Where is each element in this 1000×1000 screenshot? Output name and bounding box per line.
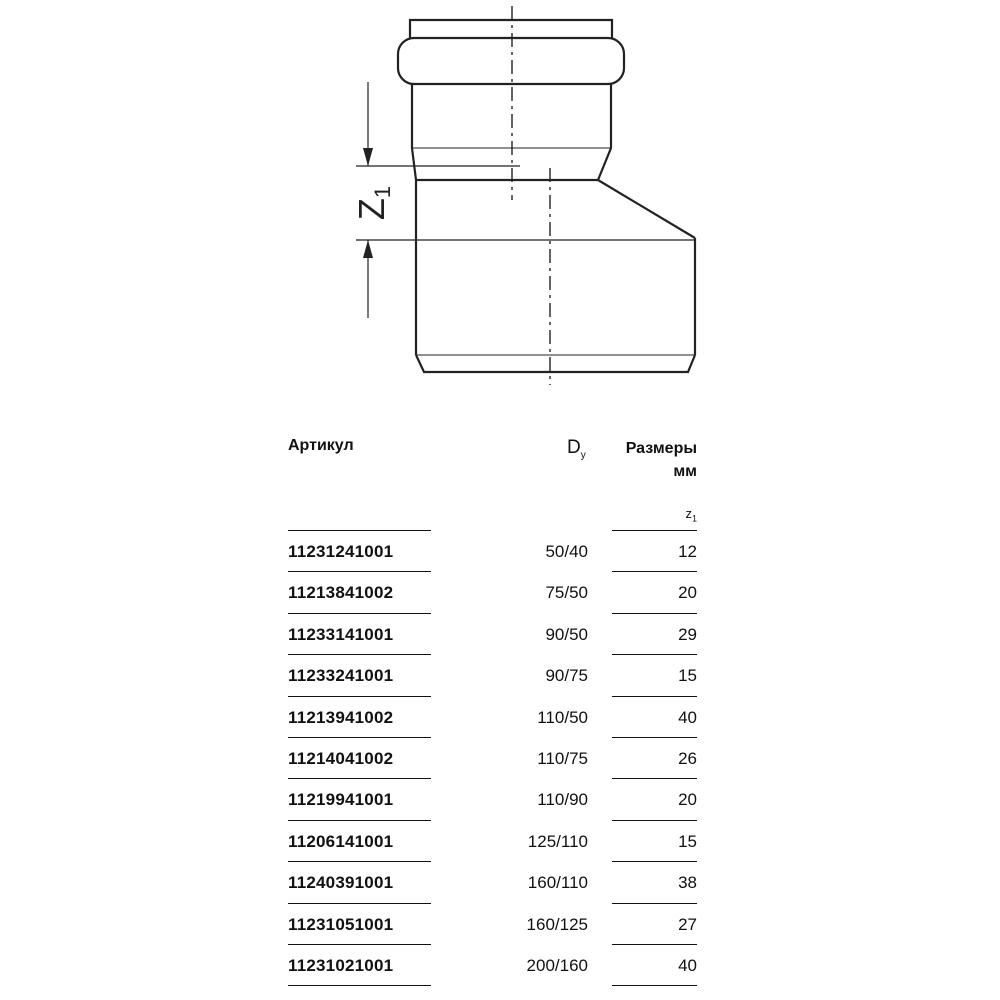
header-article: Артикул <box>288 437 354 454</box>
row-divider <box>612 571 697 572</box>
row-divider <box>288 571 431 572</box>
dn-cell: 200/160 <box>526 956 588 975</box>
article-cell: 11233141001 <box>288 624 394 644</box>
row-divider <box>612 654 697 655</box>
row-divider <box>612 861 697 862</box>
article-cell: 11219941001 <box>288 790 394 810</box>
row-divider <box>288 985 431 986</box>
spigot-outline <box>410 20 612 38</box>
article-cell: 11240391001 <box>288 873 394 893</box>
dim-arrow-down <box>363 148 373 166</box>
z1-cell: 40 <box>678 707 697 727</box>
dn-cell: 75/50 <box>545 583 588 603</box>
row-divider <box>288 737 431 738</box>
row-divider <box>612 778 697 779</box>
row-divider <box>288 613 431 614</box>
row-divider <box>612 985 697 986</box>
row-divider <box>288 944 431 945</box>
row-divider <box>288 778 431 779</box>
article-cell: 11206141001 <box>288 831 394 851</box>
z1-cell: 20 <box>678 583 697 603</box>
article-cell: 11231051001 <box>288 914 394 934</box>
row-divider <box>612 737 697 738</box>
article-cell: 11213841002 <box>288 583 394 603</box>
row-divider <box>288 654 431 655</box>
article-cell: 11213941002 <box>288 707 394 727</box>
article-cell: 11233241001 <box>288 666 394 686</box>
row-divider <box>288 861 431 862</box>
header-dn: $D_y$ <box>567 437 586 461</box>
socket-body-right <box>598 84 611 180</box>
dn-cell: 50/40 <box>545 542 588 561</box>
row-divider <box>612 820 697 821</box>
z1-cell: 15 <box>678 831 697 851</box>
pipe-bottom <box>416 355 695 372</box>
dn-cell: 160/110 <box>527 873 588 893</box>
row-divider <box>288 696 431 697</box>
reducer-drawing <box>0 0 1000 420</box>
article-cell: 11231241001 <box>288 542 394 561</box>
dn-cell: 90/50 <box>545 624 588 644</box>
dn-cell: 110/50 <box>537 707 588 727</box>
article-cell: 11214041002 <box>288 749 394 768</box>
article-cell: 11231021001 <box>288 956 394 975</box>
row-divider <box>288 530 431 531</box>
z1-cell: 27 <box>678 914 697 934</box>
row-divider <box>612 903 697 904</box>
z1-cell: 20 <box>678 790 697 810</box>
z1-cell: 29 <box>678 624 697 644</box>
z1-cell: 26 <box>678 749 697 768</box>
dn-cell: 160/125 <box>526 914 588 934</box>
row-divider <box>612 613 697 614</box>
row-divider <box>288 903 431 904</box>
row-divider <box>612 944 697 945</box>
header-z1: $z_1$ <box>685 506 697 524</box>
z1-cell: 15 <box>678 666 697 686</box>
dn-cell: 125/110 <box>527 831 588 851</box>
z1-cell: 38 <box>678 873 697 893</box>
dn-cell: 90/75 <box>545 666 588 686</box>
row-divider <box>612 530 697 531</box>
dn-cell: 110/90 <box>537 790 588 810</box>
row-divider <box>612 696 697 697</box>
z1-cell: 40 <box>678 956 697 975</box>
dim-arrow-up <box>363 240 373 258</box>
eccentric-slope <box>598 180 695 238</box>
header-sizes: Размеры мм <box>625 440 697 480</box>
row-divider <box>288 820 431 821</box>
z1-cell: 12 <box>678 542 697 561</box>
socket-collar <box>398 38 624 84</box>
dimension-label: Z1 <box>351 185 395 221</box>
dn-cell: 110/75 <box>537 749 588 768</box>
